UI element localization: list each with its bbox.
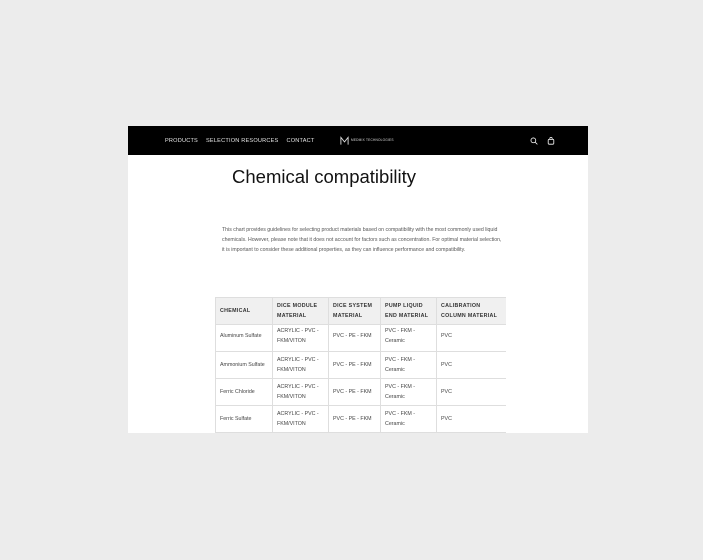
brand-logo[interactable] <box>340 134 394 148</box>
table-cell <box>381 406 437 433</box>
cell-text: PVC - PE - FKM <box>333 416 372 422</box>
table-cell <box>273 325 329 352</box>
nav-icons <box>530 126 555 155</box>
table-row <box>216 352 507 379</box>
cell-text: ACRYLIC - PVC - FKM/VITON <box>277 384 319 400</box>
cell-text: PVC - PE - FKM <box>333 333 372 339</box>
table-cell <box>329 379 381 406</box>
table-cell <box>216 406 273 433</box>
cell-text: Ferric Chloride <box>220 389 255 395</box>
cell-text: PVC - FKM - Ceramic <box>385 384 416 400</box>
search-icon[interactable] <box>530 137 538 145</box>
table-cell <box>329 352 381 379</box>
table-row <box>216 379 507 406</box>
cell-text: PVC - FKM - Ceramic <box>385 328 416 344</box>
table-cell <box>273 352 329 379</box>
cell-text: PVC - FKM - Ceramic <box>385 357 416 373</box>
nav-links <box>165 126 315 155</box>
nav-link-contact[interactable]: CONTACT <box>286 137 315 144</box>
cell-text: ACRYLIC - PVC - FKM/VITON <box>277 411 319 427</box>
table-header-row <box>216 298 507 325</box>
page-title: Chemical compatibility <box>232 166 417 187</box>
column-header-pump-liquid-end-material: PUMP LIQUID END MATERIAL <box>381 298 437 325</box>
table-cell <box>381 325 437 352</box>
column-header-chemical: CHEMICAL <box>216 298 273 325</box>
cell-text: PVC - PE - FKM <box>333 389 372 395</box>
cell-text: ACRYLIC - PVC - FKM/VITON <box>277 357 319 373</box>
table-cell <box>273 406 329 433</box>
table-cell <box>437 379 507 406</box>
intro-paragraph: This chart provides guidelines for selecting product materials based on compatibility with the most commonly used liquid chemicals. However, please note that it does not account for factors such as concentration. For optimal material selection, it is important to consider these additional properties, as they can influence performance and compatibility. <box>222 227 502 253</box>
cell-text: PVC <box>441 416 452 422</box>
table-cell <box>381 352 437 379</box>
table-cell <box>437 406 507 433</box>
cell-text: Aluminum Sulfate <box>220 333 262 339</box>
cell-text: PVC <box>441 362 452 368</box>
cell-text: ACRYLIC - PVC - FKM/VITON <box>277 328 319 344</box>
table-cell <box>437 325 507 352</box>
brand-logo-mark <box>340 136 349 146</box>
table-cell <box>329 406 381 433</box>
table-cell <box>437 352 507 379</box>
cell-text: Ammonium Sulfate <box>220 362 265 368</box>
table-row <box>216 406 507 433</box>
table-cell <box>216 325 273 352</box>
browser-page <box>128 126 588 433</box>
cell-text: Ferric Sulfate <box>220 416 252 422</box>
column-header-calibration-column-material: CALIBRATION COLUMN MATERIAL <box>437 298 507 325</box>
nav-link-selection-resources[interactable]: SELECTION RESOURCES <box>206 137 279 144</box>
cell-text: PVC - FKM - Ceramic <box>385 411 416 427</box>
table-cell <box>216 352 273 379</box>
column-header-dice-system-material: DICE SYSTEM MATERIAL <box>329 298 381 325</box>
chemical-compatibility-table <box>215 297 506 433</box>
column-header-dice-module-material: DICE MODULE MATERIAL <box>273 298 329 325</box>
table-cell <box>273 379 329 406</box>
cell-text: PVC <box>441 333 452 339</box>
table-cell <box>329 325 381 352</box>
table-cell <box>381 379 437 406</box>
table-cell <box>216 379 273 406</box>
nav-link-products[interactable]: PRODUCTS <box>165 137 198 144</box>
table-row <box>216 325 507 352</box>
cell-text: PVC - PE - FKM <box>333 362 372 368</box>
brand-logo-text: MEDMIX TECHNOLOGIES <box>351 138 394 143</box>
cart-icon[interactable] <box>547 137 555 145</box>
cell-text: PVC <box>441 389 452 395</box>
top-navigation-bar <box>128 126 588 155</box>
